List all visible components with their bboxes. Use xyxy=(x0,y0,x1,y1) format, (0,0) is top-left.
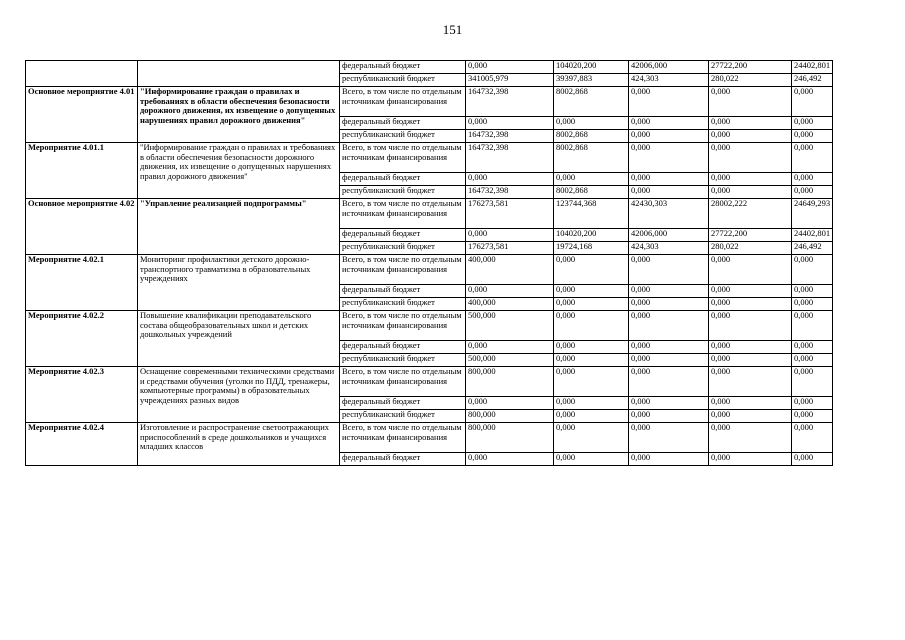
funding-source: республиканский бюджет xyxy=(340,130,466,143)
funding-value: 24402,801 xyxy=(792,61,833,74)
activity-name: "Информирование граждан о правилах и требованиях в области обеспечения безопасности дорожного движения, их извещение о допущенных нарушениях правил дорожного движения" xyxy=(138,87,340,143)
funding-source: Всего, в том числе по отдельным источникам финансирования xyxy=(340,311,466,341)
funding-value: 0,000 xyxy=(554,423,629,453)
funding-value: 0,000 xyxy=(792,311,833,341)
budget-table xyxy=(25,60,833,466)
activity-code: Мероприятие 4.02.3 xyxy=(26,367,138,423)
funding-value: 0,000 xyxy=(709,341,792,354)
funding-value: 0,000 xyxy=(792,285,833,298)
funding-value: 0,000 xyxy=(792,117,833,130)
funding-value: 0,000 xyxy=(709,285,792,298)
funding-value: 0,000 xyxy=(629,87,709,117)
funding-value: 400,000 xyxy=(466,298,554,311)
funding-value: 0,000 xyxy=(709,354,792,367)
funding-value: 0,000 xyxy=(709,117,792,130)
funding-value: 800,000 xyxy=(466,423,554,453)
funding-value: 123744,368 xyxy=(554,199,629,229)
funding-value: 24649,293 xyxy=(792,199,833,229)
funding-value: 0,000 xyxy=(629,397,709,410)
funding-value: 0,000 xyxy=(554,173,629,186)
funding-value: 0,000 xyxy=(554,255,629,285)
table-row xyxy=(26,367,833,397)
funding-value: 0,000 xyxy=(554,453,629,466)
funding-value: 27722,200 xyxy=(709,229,792,242)
funding-value: 0,000 xyxy=(466,229,554,242)
funding-value: 280,022 xyxy=(709,74,792,87)
funding-value: 0,000 xyxy=(466,173,554,186)
funding-value: 0,000 xyxy=(709,311,792,341)
funding-value: 8002,868 xyxy=(554,130,629,143)
funding-value: 0,000 xyxy=(792,341,833,354)
funding-source: Всего, в том числе по отдельным источникам финансирования xyxy=(340,255,466,285)
activity-name: "Информирование граждан о правилах и требованиях в области обеспечения безопасности дорожного движения, их извещение о допущенных нарушениях правил дорожного движения" xyxy=(138,143,340,199)
funding-value: 19724,168 xyxy=(554,242,629,255)
funding-value: 500,000 xyxy=(466,311,554,341)
funding-value: 176273,581 xyxy=(466,199,554,229)
funding-source: республиканский бюджет xyxy=(340,410,466,423)
funding-value: 400,000 xyxy=(466,255,554,285)
funding-value: 8002,868 xyxy=(554,143,629,173)
funding-source: республиканский бюджет xyxy=(340,298,466,311)
funding-value: 0,000 xyxy=(629,311,709,341)
funding-value: 0,000 xyxy=(792,410,833,423)
funding-value: 0,000 xyxy=(792,255,833,285)
funding-value: 0,000 xyxy=(792,453,833,466)
activity-name xyxy=(138,61,340,87)
funding-source: республиканский бюджет xyxy=(340,242,466,255)
funding-value: 0,000 xyxy=(792,173,833,186)
funding-source: федеральный бюджет xyxy=(340,229,466,242)
funding-value: 42006,000 xyxy=(629,61,709,74)
funding-value: 0,000 xyxy=(792,87,833,117)
funding-value: 0,000 xyxy=(709,143,792,173)
funding-value: 424,303 xyxy=(629,74,709,87)
page-number: 151 xyxy=(442,22,463,37)
funding-value: 0,000 xyxy=(629,117,709,130)
funding-value: 0,000 xyxy=(554,285,629,298)
funding-value: 341005,979 xyxy=(466,74,554,87)
funding-source: Всего, в том числе по отдельным источникам финансирования xyxy=(340,367,466,397)
funding-value: 0,000 xyxy=(709,423,792,453)
funding-value: 104020,200 xyxy=(554,61,629,74)
funding-value: 0,000 xyxy=(554,397,629,410)
funding-source: федеральный бюджет xyxy=(340,117,466,130)
funding-value: 0,000 xyxy=(629,298,709,311)
funding-value: 24402,801 xyxy=(792,229,833,242)
funding-source: федеральный бюджет xyxy=(340,341,466,354)
funding-value: 0,000 xyxy=(629,143,709,173)
funding-source: республиканский бюджет xyxy=(340,186,466,199)
funding-value: 8002,868 xyxy=(554,186,629,199)
funding-value: 164732,398 xyxy=(466,87,554,117)
funding-value: 0,000 xyxy=(709,130,792,143)
funding-value: 0,000 xyxy=(792,397,833,410)
funding-value: 0,000 xyxy=(709,186,792,199)
funding-value: 0,000 xyxy=(629,410,709,423)
funding-source: федеральный бюджет xyxy=(340,61,466,74)
funding-value: 42430,303 xyxy=(629,199,709,229)
funding-value: 0,000 xyxy=(709,367,792,397)
funding-value: 0,000 xyxy=(554,410,629,423)
table-row xyxy=(26,87,833,117)
funding-value: 0,000 xyxy=(629,173,709,186)
activity-name: "Управление реализацией подпрограммы" xyxy=(138,199,340,255)
funding-value: 0,000 xyxy=(792,143,833,173)
funding-value: 0,000 xyxy=(629,367,709,397)
activity-code: Мероприятие 4.02.2 xyxy=(26,311,138,367)
funding-value: 0,000 xyxy=(466,453,554,466)
funding-source: федеральный бюджет xyxy=(340,173,466,186)
funding-value: 0,000 xyxy=(466,341,554,354)
activity-code: Мероприятие 4.01.1 xyxy=(26,143,138,199)
funding-value: 246,492 xyxy=(792,242,833,255)
activity-name: Изготовление и распространение светоотражающих приспособлений в среде дошкольников и учащихся младших классов xyxy=(138,423,340,466)
funding-source: Всего, в том числе по отдельным источникам финансирования xyxy=(340,143,466,173)
table-row xyxy=(26,61,833,74)
table-row xyxy=(26,423,833,453)
funding-value: 800,000 xyxy=(466,410,554,423)
table-row xyxy=(26,199,833,229)
funding-value: 0,000 xyxy=(629,285,709,298)
funding-value: 42006,000 xyxy=(629,229,709,242)
funding-source: федеральный бюджет xyxy=(340,285,466,298)
funding-value: 0,000 xyxy=(629,255,709,285)
funding-value: 424,303 xyxy=(629,242,709,255)
funding-value: 0,000 xyxy=(709,410,792,423)
funding-value: 0,000 xyxy=(554,117,629,130)
funding-value: 0,000 xyxy=(629,341,709,354)
funding-value: 0,000 xyxy=(709,397,792,410)
funding-value: 0,000 xyxy=(554,354,629,367)
funding-value: 0,000 xyxy=(792,423,833,453)
funding-value: 800,000 xyxy=(466,367,554,397)
activity-code: Мероприятие 4.02.4 xyxy=(26,423,138,466)
funding-value: 0,000 xyxy=(466,61,554,74)
funding-source: республиканский бюджет xyxy=(340,354,466,367)
funding-value: 0,000 xyxy=(709,173,792,186)
funding-value: 0,000 xyxy=(554,311,629,341)
funding-value: 164732,398 xyxy=(466,186,554,199)
activity-name: Мониторинг профилактики детского дорожно-транспортного травматизма в образовательных учреждениях xyxy=(138,255,340,311)
funding-value: 8002,868 xyxy=(554,87,629,117)
funding-value: 280,022 xyxy=(709,242,792,255)
funding-source: федеральный бюджет xyxy=(340,397,466,410)
funding-value: 39397,883 xyxy=(554,74,629,87)
funding-value: 0,000 xyxy=(792,130,833,143)
funding-value: 0,000 xyxy=(629,130,709,143)
funding-value: 0,000 xyxy=(554,298,629,311)
funding-value: 0,000 xyxy=(629,354,709,367)
funding-value: 0,000 xyxy=(629,186,709,199)
funding-value: 0,000 xyxy=(629,423,709,453)
funding-source: Всего, в том числе по отдельным источникам финансирования xyxy=(340,423,466,453)
table-row xyxy=(26,311,833,341)
funding-source: федеральный бюджет xyxy=(340,453,466,466)
funding-source: республиканский бюджет xyxy=(340,74,466,87)
activity-code: Основное мероприятие 4.01 xyxy=(26,87,138,143)
funding-value: 0,000 xyxy=(709,255,792,285)
funding-value: 246,492 xyxy=(792,74,833,87)
funding-value: 0,000 xyxy=(792,367,833,397)
funding-value: 0,000 xyxy=(792,354,833,367)
funding-value: 0,000 xyxy=(466,285,554,298)
funding-value: 164732,398 xyxy=(466,143,554,173)
activity-code xyxy=(26,61,138,87)
funding-value: 0,000 xyxy=(466,397,554,410)
funding-source: Всего, в том числе по отдельным источникам финансирования xyxy=(340,199,466,229)
table-row xyxy=(26,143,833,173)
activity-name: Повышение квалификации преподавательского состава общеобразовательных школ и детских дошкольных учреждений xyxy=(138,311,340,367)
funding-value: 0,000 xyxy=(792,298,833,311)
activity-code: Основное мероприятие 4.02 xyxy=(26,199,138,255)
activity-code: Мероприятие 4.02.1 xyxy=(26,255,138,311)
funding-value: 0,000 xyxy=(554,367,629,397)
funding-value: 176273,581 xyxy=(466,242,554,255)
funding-value: 0,000 xyxy=(709,87,792,117)
funding-value: 164732,398 xyxy=(466,130,554,143)
funding-value: 500,000 xyxy=(466,354,554,367)
funding-value: 0,000 xyxy=(554,341,629,354)
activity-name: Оснащение современными техническими средствами и средствами обучения (уголки по ПДД, тренажеры, компьютерные программы) в образовательных учреждениях разных видов xyxy=(138,367,340,423)
funding-value: 0,000 xyxy=(709,298,792,311)
table-row xyxy=(26,255,833,285)
funding-value: 0,000 xyxy=(466,117,554,130)
funding-source: Всего, в том числе по отдельным источникам финансирования xyxy=(340,87,466,117)
funding-value: 0,000 xyxy=(629,453,709,466)
funding-value: 104020,200 xyxy=(554,229,629,242)
funding-value: 0,000 xyxy=(709,453,792,466)
funding-value: 28002,222 xyxy=(709,199,792,229)
funding-value: 0,000 xyxy=(792,186,833,199)
funding-value: 27722,200 xyxy=(709,61,792,74)
